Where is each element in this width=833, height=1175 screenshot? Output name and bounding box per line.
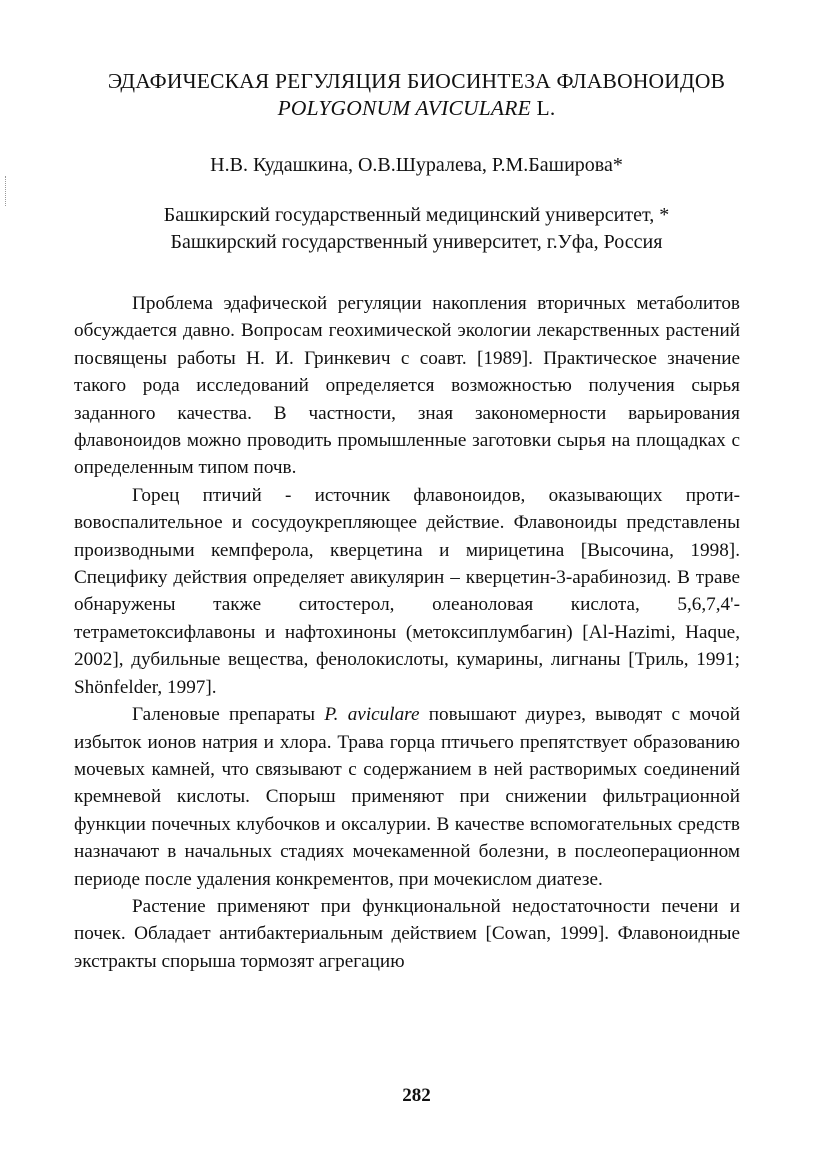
paragraph-1: Проблема эдафической регуляции накопления вторичных метаболитов обсуждается давно. Вопросам геохимической экологии лекарственных растений посвящены работы Н. И. Гринкевич с соавт. [1989]. Практическое значение такого рода исследований определяется возможностью получения сырья заданного качества. В частности, зная закономерности варьирования флавоноидов можно проводить промышленные заготовки сырья на площадках с определенным типом почв.	[74, 293, 740, 479]
authors: Н.В. Кудашкина, О.В.Шуралева, Р.М.Баширова*	[210, 154, 623, 176]
margin-mark	[5, 176, 8, 206]
title-line-1: ЭДАФИЧЕСКАЯ РЕГУЛЯЦИЯ БИОСИНТЕЗА ФЛАВОНОИДОВ	[107, 69, 726, 93]
title-species: POLYGONUM AVICULARE	[277, 96, 531, 120]
paragraph-3	[74, 701, 740, 893]
affiliation-line-1: Башкирский государственный медицинский университет, *	[163, 204, 670, 226]
body-text	[74, 290, 740, 975]
paragraph-2: Горец птичий - источник флавоноидов, оказывающих противовоспалительное и сосудоукрепляющее действие. Флавоноиды представлены производными кемпферола, кверцетина и мирицетина [Высочина, 1998]. Специфику действия определяет авикулярин – кверцетин-3-арабинозид. В траве обнаружены также ситостерол, олеаноловая кислота, 5,6,7,4'- тетраметоксифлавоны и нафтохиноны (метоксиплумбагин) [Al-Hazimi, Haque, 2002], дубильные вещества, фенолокислоты, кумарины, лигнаны [Триль, 1991; Shönfelder, 1997].	[74, 484, 740, 698]
species-italic: P. aviculare	[324, 704, 420, 726]
paragraph-4: Растение применяют при функциональной недостаточности печени и почек. Обладает антибактериальным действием [Cowan, 1999]. Флавоноидные экстракты спорыша тормозят агрегацию	[74, 895, 740, 972]
affiliation	[40, 202, 793, 256]
paragraph-3-rest: повышают диурез, выводят с мочой избыток ионов натрия и хлора. Трава горца птичьего препятствует образованию мочевых камней, что связывают с содержанием в ней растворимых соединений кремневой кислоты. Спорыш применяют при снижении фильтрационной функции почечных клубочков и оксалурии. В качестве вспомогательных средств назначают в начальных стадиях мочекаменной болезни, в послеоперационном периоде после удаления конкрементов, при мочекислом диатезе.	[74, 704, 741, 890]
page-number: 282	[402, 1085, 431, 1106]
paragraph-3-start: Галеновые препараты	[132, 704, 325, 726]
title-suffix: L.	[530, 96, 556, 120]
title-line-2	[40, 95, 793, 122]
paper-title	[40, 68, 793, 122]
affiliation-line-2: Башкирский государственный университет, г.Уфа, Россия	[170, 231, 663, 253]
